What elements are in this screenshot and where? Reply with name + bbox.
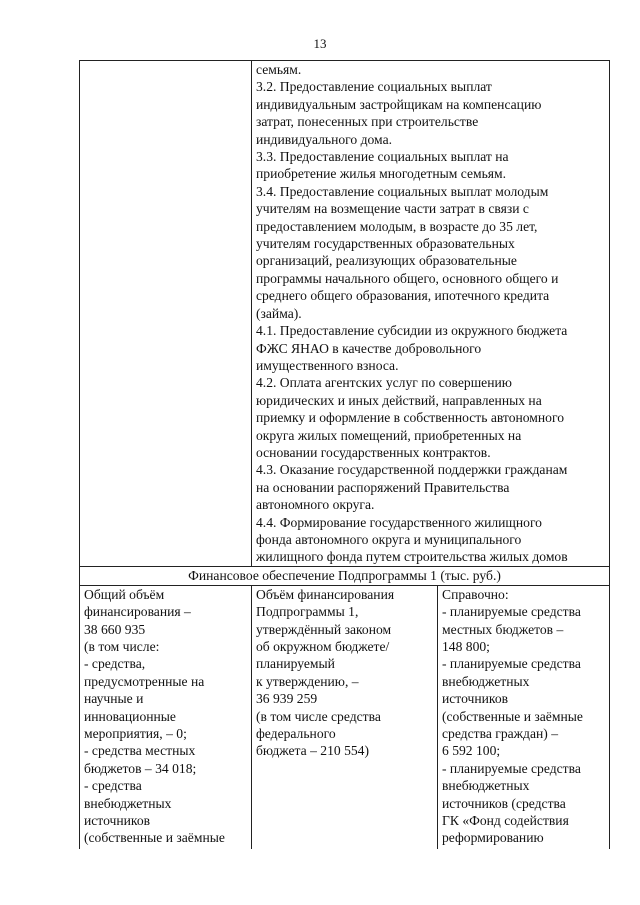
funding-row	[80, 585, 610, 856]
measure-item: семьям.	[256, 62, 302, 77]
page-number: 13	[313, 36, 327, 51]
measure-item: 3.4. Предоставление социальных выплат молодым учителям на возмещение части затрат в связи с предоставлением молодым, в возрасте до 35 лет, учителям государственных образовательных организаций, реализующих образовательные программы начального общего, основного общего и среднего общего образования, ипотечного кредита (займа).	[256, 183, 559, 321]
measure-item: 4.4. Формирование государственного жилищного фонда автономного округа и муниципального жилищного фонда путем строительства жилых домов	[256, 514, 568, 565]
measure-item: 4.2. Оплата агентских услуг по совершению юридических и иных действий, направленных на приемку и оформление в собственность автономного округа жилых помещений, приобретенных на основании государственных контрактов.	[256, 375, 565, 460]
measures-row	[80, 61, 610, 567]
funding-header-row	[80, 566, 610, 585]
page-bottom-margin	[0, 849, 640, 905]
row-label-cell	[80, 61, 252, 567]
funding-approved-cell: Объём финансирования Подпрограммы 1, утверждённый законом об окружном бюджете/ планируемый к утверждению, – 36 939 259 (в том числе средства федерального бюджета – 210 554)	[252, 585, 438, 856]
funding-total-cell: Общий объём финансирования – 38 660 935 (в том числе: - средства, предусмотренные на научные и инновационные мероприятия, – 0; - средства местных бюджетов – 34 018; - средства внебюджетных источников (собственные и заёмные	[80, 585, 252, 856]
measures-list	[252, 61, 610, 567]
funding-reference-cell: Справочно: - планируемые средства местных бюджетов – 148 800; - планируемые средства внебюджетных источников (собственные и заёмные средства граждан) – 6 592 100; - планируемые средства внебюджетных источников (средства ГК «Фонд содействия реформированию	[438, 585, 610, 856]
measure-item: 4.1. Предоставление субсидии из окружного бюджета ФЖС ЯНАО в качестве добровольного имущественного взноса.	[256, 323, 568, 373]
program-passport-table	[79, 60, 610, 857]
measure-item: 3.3. Предоставление социальных выплат на приобретение жилья многодетным семьям.	[256, 149, 509, 182]
measure-item: 3.2. Предоставление социальных выплат индивидуальным застройщикам на компенсацию затрат, понесенных при строительстве индивидуального дома.	[256, 79, 542, 147]
measure-item: 4.3. Оказание государственной поддержки гражданам на основании распоряжений Правительства автономного округа.	[256, 462, 568, 513]
funding-section-header: Финансовое обеспечение Подпрограммы 1 (тыс. руб.)	[80, 566, 610, 585]
